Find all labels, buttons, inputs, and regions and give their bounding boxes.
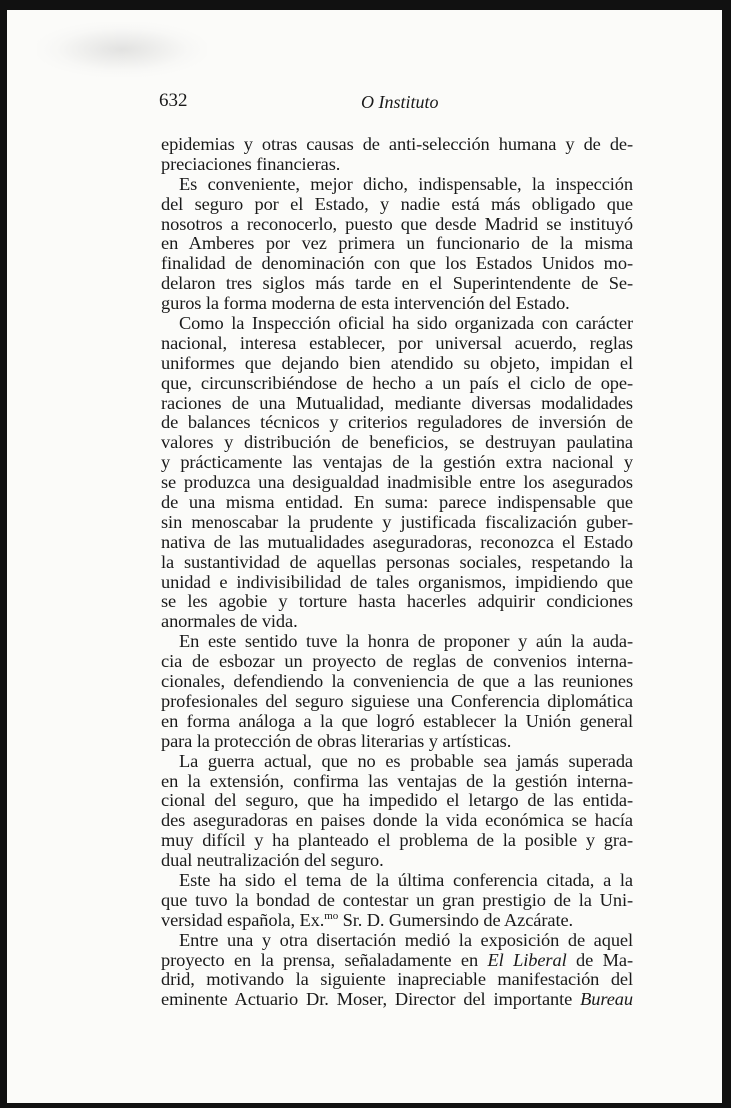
text-line: la sustantividad de aquellas personas sociales, respetando la xyxy=(161,551,633,572)
text-line: nativa de las mutualidades aseguradoras, reconozca el Estado xyxy=(161,531,633,552)
text-line: en forma análoga a la que logró establecer la Unión general xyxy=(161,710,633,731)
text-line: y prácticamente las ventajas de la gestión extra nacional y xyxy=(161,452,633,473)
text-line: valores y distribución de beneficios, se destruyan paulatina xyxy=(161,432,633,453)
text-line: La guerra actual, que no es probable sea jamás superada xyxy=(179,750,633,771)
text-segment: versidad española, Ex. xyxy=(161,909,325,930)
newspaper-title: El Liberal xyxy=(487,949,567,970)
page-number: 632 xyxy=(159,90,188,111)
text-segment: de Ma- xyxy=(566,949,633,970)
text-line: epidemias y otras causas de anti-selección humana y de de- xyxy=(161,134,633,154)
page-header xyxy=(159,90,639,118)
text-line: anormales de vida. xyxy=(161,611,298,632)
text-segment: eminente Actuario Dr. Moser, Director del importante xyxy=(161,989,581,1010)
text-line: drid, motivando la siguiente inapreciable manifestación del xyxy=(161,969,633,990)
text-line: que tuvo la bondad de contestar un gran prestigio de la Uni- xyxy=(161,889,633,910)
text-line: cia de esbozar un proyecto de reglas de convenios interna- xyxy=(161,651,633,672)
text-line: que, circunscribiéndose de hecho a un país el ciclo de ope- xyxy=(161,372,633,393)
text-line: Este ha sido el tema de la última conferencia citada, a la xyxy=(179,869,633,890)
text-line: se produzca una desigualdad inadmisible entre los asegurados xyxy=(161,472,633,493)
text-line: des aseguradoras en paises donde la vida económica se hacía xyxy=(161,810,633,831)
text-line xyxy=(161,990,633,1010)
text-line: profesionales del seguro siguiese una Conferencia diplomática xyxy=(161,690,633,711)
text-line: Como la Inspección oficial ha sido organizada con carácter xyxy=(179,313,633,334)
text-line xyxy=(161,911,633,931)
text-line: dual neutralización del seguro. xyxy=(161,850,384,871)
superscript: mo xyxy=(324,909,339,922)
running-title: O Instituto xyxy=(361,92,439,112)
text-segment: proyecto en la prensa, señaladamente en xyxy=(161,949,488,970)
text-line: nosotros a reconocerlo, puesto que desde Madrid se instituyó xyxy=(161,213,633,234)
text-line: de balances técnicos y criterios reguladores de inversión de xyxy=(161,412,633,433)
text-line: cionales, defendiendo la conveniencia de que a las reuniones xyxy=(161,671,633,692)
text-line: Entre una y otra disertación medió la exposición de aquel xyxy=(179,929,633,950)
text-line: muy difícil y ha planteado el problema de la posible y gra- xyxy=(161,830,633,851)
text-line: en la extensión, confirma las ventajas de la gestión interna- xyxy=(161,770,633,791)
text-line: raciones de una Mutualidad, mediante diversas modalidades xyxy=(161,392,633,413)
text-line: finalidad de denominación con que los Estados Unidos mo- xyxy=(161,253,633,274)
italic-word: Bureau xyxy=(580,989,633,1010)
body-text xyxy=(161,135,633,1010)
text-line: uniformes que dejando bien atendido su objeto, impidan el xyxy=(161,352,633,373)
text-line: nacional, interesa establecer, por universal acuerdo, reglas xyxy=(161,332,633,353)
text-line: unidad e indivisibilidad de tales organismos, impidiendo que xyxy=(161,571,633,592)
text-line: preciaciones financieras. xyxy=(161,153,341,174)
text-line: del seguro por el Estado, y nadie está más obligado que xyxy=(161,193,633,214)
text-line: en Amberes por vez primera un funcionario de la misma xyxy=(161,233,633,254)
text-line: Es conveniente, mejor dicho, indispensable, la inspección xyxy=(179,173,633,194)
text-line xyxy=(161,951,633,971)
text-line: de una misma entidad. En suma: parece indispensable que xyxy=(161,492,633,513)
text-line: se les agobie y torture hasta hacerles adquirir condiciones xyxy=(161,591,633,612)
text-segment: Sr. D. Gumersindo de Azcárate. xyxy=(338,909,574,930)
text-line: cional del seguro, que ha impedido el letargo de las entida- xyxy=(161,790,633,811)
text-line: En este sentido tuve la honra de proponer y aún la auda- xyxy=(179,631,633,652)
text-line: guros la forma moderna de esta intervención del Estado. xyxy=(161,293,570,314)
scan-smudge xyxy=(37,22,207,77)
text-line: delaron tres siglos más tarde en el Superintendente de Se- xyxy=(161,273,633,294)
text-line: sin menoscabar la prudente y justificada fiscalización guber- xyxy=(161,511,633,532)
text-line: para la protección de obras literarias y artísticas. xyxy=(161,730,512,751)
